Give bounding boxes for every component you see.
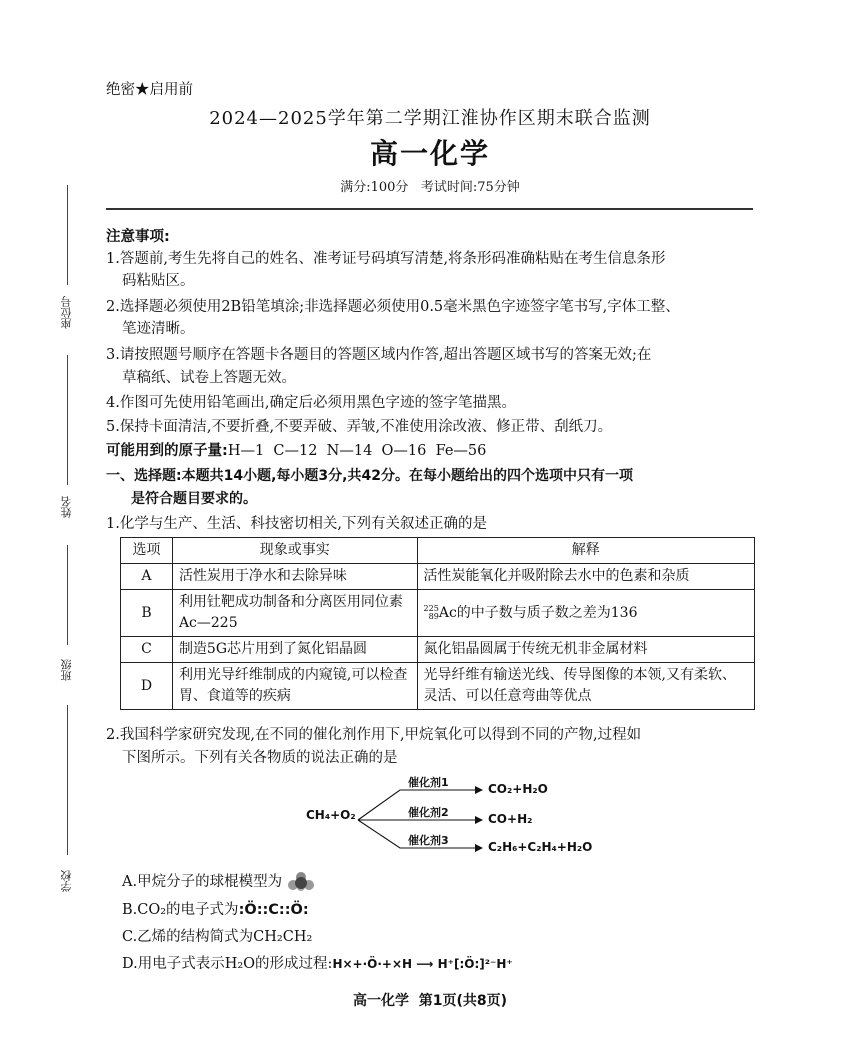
catalyst-label: 催化剂2 <box>408 806 449 819</box>
notes-title: 注意事项: <box>106 229 170 245</box>
explanation-cell: 活性炭能氧化并吸附除去水中的色素和杂质 <box>417 564 754 590</box>
h2o-formation-formula: H×+·Ö·+×H ⟶ H⁺[:Ö:]²⁻H⁺ <box>332 957 513 971</box>
sidebar-line <box>67 185 68 285</box>
option-a <box>122 871 315 893</box>
table-header-row <box>121 538 755 564</box>
product-label: CO+H₂ <box>488 812 533 826</box>
section-heading: 一、选择题:本题共14小题,每小题3分,共42分。在每小题给出的四个选项中只有一项 <box>106 468 633 484</box>
atomic-mass-values: H—1 C—12 N—14 O—16 Fe—56 <box>227 443 487 459</box>
product-label: C₂H₆+C₂H₄+H₂O <box>488 840 593 854</box>
note-item: 2.选择题必须使用2B铅笔填涂;非选择题必须使用0.5毫米黑色字迹签字笔书写,字体工整、 <box>106 299 680 315</box>
note-item: 3.请按照题号顺序在答题卡各题目的答题区域内作答,超出答题区域书写的答案无效;在 <box>106 347 652 363</box>
note-item: 草稿纸、试卷上答题无效。 <box>122 370 296 386</box>
atomic-mass-label: 可能用到的原子量: <box>106 443 228 459</box>
note-item: 码粘贴区。 <box>122 273 195 289</box>
q1-table <box>120 537 755 710</box>
explanation-cell: 氮化铝晶圆属于传统无机非金属材料 <box>417 637 754 663</box>
option-d <box>122 953 513 975</box>
explanation-text: Ac的中子数与质子数之差为136 <box>438 604 638 621</box>
catalyst-label: 催化剂1 <box>408 776 449 789</box>
option-cell: D <box>121 663 173 710</box>
explanation-cell: 光导纤维有输送光线、传导图像的本领,又有柔软、灵活、可以任意弯曲等优点 <box>417 663 754 710</box>
catalyst-label: 催化剂3 <box>408 834 449 847</box>
table-row <box>121 564 755 590</box>
option-b-text: B.CO₂的电子式为 <box>122 902 239 918</box>
methane-ball-stick-icon <box>287 871 315 893</box>
table-header: 现象或事实 <box>172 538 417 564</box>
q2-stem: 2.我国科学家研究发现,在不同的催化剂作用下,甲烷氧化可以得到不同的产物,过程如 <box>106 727 642 743</box>
note-item: 4.作图可先使用铅笔画出,确定后必须用黑色字迹的签字笔描黑。 <box>106 395 516 411</box>
table-header: 选项 <box>121 538 173 564</box>
nuclide-notation <box>424 605 439 621</box>
note-item: 笔迹清晰。 <box>122 321 195 337</box>
table-row <box>121 590 755 637</box>
fact-cell: 活性炭用于净水和去除异味 <box>172 564 417 590</box>
mass-number: 225 <box>423 603 439 613</box>
note-item: 5.保持卡面清洁,不要折叠,不要弄破、弄皱,不准使用涂改液、修正带、刮纸刀。 <box>106 419 613 435</box>
option-cell: B <box>121 590 173 637</box>
score-time: 满分:100分 考试时间:75分钟 <box>340 180 520 195</box>
co2-electron-formula: :Ö::C::Ö: <box>238 902 309 918</box>
table-header: 解释 <box>417 538 754 564</box>
seat-label: 座位号 <box>60 296 73 330</box>
note-item: 1.答题前,考生先将自己的姓名、准考证号码填写清楚,将条形码准确粘贴在考生信息条形 <box>106 251 666 267</box>
name-label: 姓名 <box>60 496 73 518</box>
fact-cell: 利用光导纤维制成的内窥镜,可以检查胃、食道等的疾病 <box>172 663 417 710</box>
subject-title: 高一化学 <box>369 137 490 170</box>
product-label: CO₂+H₂O <box>488 782 548 796</box>
q1-stem: 1.化学与生产、生活、科技密切相关,下列有关叙述正确的是 <box>106 516 487 532</box>
option-cell: A <box>121 564 173 590</box>
option-d-text: D.用电子式表示H₂O的形成过程: <box>122 956 333 972</box>
atomic-number: 89 <box>428 611 439 621</box>
option-cell: C <box>121 637 173 663</box>
section-heading-cont: 是符合题目要求的。 <box>131 491 257 507</box>
atomic-mass-line <box>106 440 486 462</box>
q2-stem-cont: 下图所示。下列有关各物质的说法正确的是 <box>122 750 398 766</box>
exam-title: 2024—2025学年第二学期江淮协作区期末联合监测 <box>209 108 651 129</box>
confidential-label: 绝密★启用前 <box>106 82 193 98</box>
sidebar-line <box>67 705 68 855</box>
option-a-text: A.甲烷分子的球棍模型为 <box>122 874 283 890</box>
reactant-label: CH₄+O₂ <box>306 808 356 822</box>
sidebar-line <box>67 355 68 485</box>
fact-cell: 制造5G芯片用到了氮化铝晶圆 <box>172 637 417 663</box>
option-c: C.乙烯的结构简式为CH₂CH₂ <box>122 929 313 945</box>
option-b <box>122 899 309 921</box>
fact-cell: 利用钍靶成功制备和分离医用同位素Ac—225 <box>172 590 417 637</box>
sidebar-line <box>67 545 68 645</box>
page-footer: 高一化学 第1页(共8页) <box>352 993 508 1009</box>
class-label: 班级 <box>60 659 73 681</box>
table-row <box>121 663 755 710</box>
table-row <box>121 637 755 663</box>
school-label: 学校 <box>60 870 73 892</box>
header-divider <box>106 208 753 210</box>
explanation-cell <box>417 590 754 637</box>
